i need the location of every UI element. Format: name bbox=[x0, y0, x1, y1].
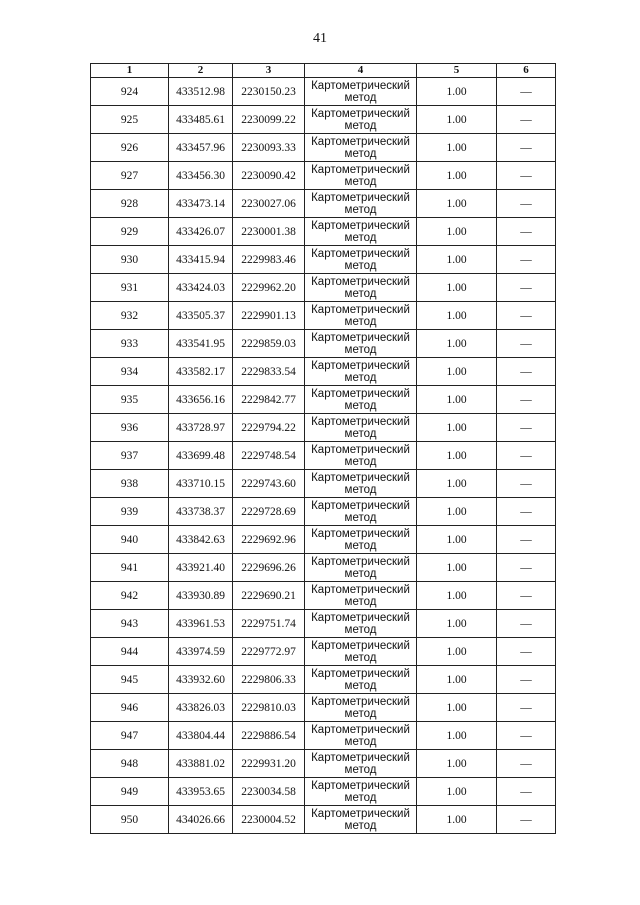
method-cell: Картометрический метод bbox=[305, 610, 417, 638]
point-number-cell: 941 bbox=[91, 554, 169, 582]
method-cell: Картометрический метод bbox=[305, 218, 417, 246]
point-number-cell: 934 bbox=[91, 358, 169, 386]
precision-cell: 1.00 bbox=[417, 778, 497, 806]
y-coordinate-cell: 2229728.69 bbox=[233, 498, 305, 526]
y-coordinate-cell: 2229751.74 bbox=[233, 610, 305, 638]
x-coordinate-cell: 433456.30 bbox=[169, 162, 233, 190]
y-coordinate-cell: 2229772.97 bbox=[233, 638, 305, 666]
method-cell: Картометрический метод bbox=[305, 554, 417, 582]
precision-cell: 1.00 bbox=[417, 134, 497, 162]
point-number-cell: 945 bbox=[91, 666, 169, 694]
table-row bbox=[91, 778, 556, 806]
point-number-cell: 935 bbox=[91, 386, 169, 414]
y-coordinate-cell: 2229833.54 bbox=[233, 358, 305, 386]
precision-cell: 1.00 bbox=[417, 330, 497, 358]
point-number-cell: 929 bbox=[91, 218, 169, 246]
note-cell: — bbox=[497, 582, 556, 610]
table-row bbox=[91, 470, 556, 498]
note-cell: — bbox=[497, 190, 556, 218]
point-number-cell: 925 bbox=[91, 106, 169, 134]
precision-cell: 1.00 bbox=[417, 526, 497, 554]
y-coordinate-cell: 2229842.77 bbox=[233, 386, 305, 414]
table-row bbox=[91, 190, 556, 218]
note-cell: — bbox=[497, 694, 556, 722]
method-cell: Картометрический метод bbox=[305, 638, 417, 666]
point-number-cell: 924 bbox=[91, 78, 169, 106]
note-cell: — bbox=[497, 470, 556, 498]
x-coordinate-cell: 433541.95 bbox=[169, 330, 233, 358]
note-cell: — bbox=[497, 806, 556, 834]
note-cell: — bbox=[497, 218, 556, 246]
method-cell: Картометрический метод bbox=[305, 470, 417, 498]
precision-cell: 1.00 bbox=[417, 638, 497, 666]
x-coordinate-cell: 433842.63 bbox=[169, 526, 233, 554]
note-cell: — bbox=[497, 750, 556, 778]
y-coordinate-cell: 2229692.96 bbox=[233, 526, 305, 554]
method-cell: Картометрический метод bbox=[305, 274, 417, 302]
y-coordinate-cell: 2230004.52 bbox=[233, 806, 305, 834]
x-coordinate-cell: 433804.44 bbox=[169, 722, 233, 750]
y-coordinate-cell: 2230090.42 bbox=[233, 162, 305, 190]
method-cell: Картометрический метод bbox=[305, 246, 417, 274]
note-cell: — bbox=[497, 638, 556, 666]
point-number-cell: 928 bbox=[91, 190, 169, 218]
table-row bbox=[91, 638, 556, 666]
precision-cell: 1.00 bbox=[417, 722, 497, 750]
note-cell: — bbox=[497, 610, 556, 638]
x-coordinate-cell: 433738.37 bbox=[169, 498, 233, 526]
table-row bbox=[91, 750, 556, 778]
method-cell: Картометрический метод bbox=[305, 162, 417, 190]
note-cell: — bbox=[497, 498, 556, 526]
point-number-cell: 950 bbox=[91, 806, 169, 834]
y-coordinate-cell: 2230001.38 bbox=[233, 218, 305, 246]
table-row bbox=[91, 806, 556, 834]
y-coordinate-cell: 2230027.06 bbox=[233, 190, 305, 218]
method-cell: Картометрический метод bbox=[305, 666, 417, 694]
column-header-2: 2 bbox=[169, 64, 233, 78]
x-coordinate-cell: 433728.97 bbox=[169, 414, 233, 442]
note-cell: — bbox=[497, 162, 556, 190]
precision-cell: 1.00 bbox=[417, 106, 497, 134]
point-number-cell: 936 bbox=[91, 414, 169, 442]
note-cell: — bbox=[497, 274, 556, 302]
column-header-1: 1 bbox=[91, 64, 169, 78]
y-coordinate-cell: 2229962.20 bbox=[233, 274, 305, 302]
x-coordinate-cell: 433582.17 bbox=[169, 358, 233, 386]
note-cell: — bbox=[497, 526, 556, 554]
y-coordinate-cell: 2230099.22 bbox=[233, 106, 305, 134]
table-row bbox=[91, 610, 556, 638]
x-coordinate-cell: 433473.14 bbox=[169, 190, 233, 218]
x-coordinate-cell: 433932.60 bbox=[169, 666, 233, 694]
table-row bbox=[91, 78, 556, 106]
point-number-cell: 939 bbox=[91, 498, 169, 526]
point-number-cell: 930 bbox=[91, 246, 169, 274]
precision-cell: 1.00 bbox=[417, 358, 497, 386]
x-coordinate-cell: 433426.07 bbox=[169, 218, 233, 246]
precision-cell: 1.00 bbox=[417, 610, 497, 638]
note-cell: — bbox=[497, 330, 556, 358]
table-row bbox=[91, 582, 556, 610]
point-number-cell: 948 bbox=[91, 750, 169, 778]
y-coordinate-cell: 2229748.54 bbox=[233, 442, 305, 470]
y-coordinate-cell: 2229696.26 bbox=[233, 554, 305, 582]
method-cell: Картометрический метод bbox=[305, 806, 417, 834]
note-cell: — bbox=[497, 554, 556, 582]
method-cell: Картометрический метод bbox=[305, 722, 417, 750]
table-row bbox=[91, 106, 556, 134]
method-cell: Картометрический метод bbox=[305, 750, 417, 778]
point-number-cell: 938 bbox=[91, 470, 169, 498]
x-coordinate-cell: 433961.53 bbox=[169, 610, 233, 638]
y-coordinate-cell: 2229859.03 bbox=[233, 330, 305, 358]
point-number-cell: 943 bbox=[91, 610, 169, 638]
method-cell: Картометрический метод bbox=[305, 582, 417, 610]
note-cell: — bbox=[497, 386, 556, 414]
precision-cell: 1.00 bbox=[417, 470, 497, 498]
method-cell: Картометрический метод bbox=[305, 358, 417, 386]
x-coordinate-cell: 433457.96 bbox=[169, 134, 233, 162]
table-row bbox=[91, 414, 556, 442]
table-row bbox=[91, 498, 556, 526]
note-cell: — bbox=[497, 414, 556, 442]
note-cell: — bbox=[497, 302, 556, 330]
precision-cell: 1.00 bbox=[417, 78, 497, 106]
note-cell: — bbox=[497, 442, 556, 470]
point-number-cell: 949 bbox=[91, 778, 169, 806]
y-coordinate-cell: 2229810.03 bbox=[233, 694, 305, 722]
method-cell: Картометрический метод bbox=[305, 442, 417, 470]
table-row bbox=[91, 386, 556, 414]
point-number-cell: 937 bbox=[91, 442, 169, 470]
point-number-cell: 933 bbox=[91, 330, 169, 358]
precision-cell: 1.00 bbox=[417, 218, 497, 246]
table-row bbox=[91, 330, 556, 358]
table-row bbox=[91, 134, 556, 162]
column-header-5: 5 bbox=[417, 64, 497, 78]
method-cell: Картометрический метод bbox=[305, 526, 417, 554]
table-row bbox=[91, 358, 556, 386]
table-row bbox=[91, 442, 556, 470]
precision-cell: 1.00 bbox=[417, 750, 497, 778]
table-row bbox=[91, 526, 556, 554]
column-header-4: 4 bbox=[305, 64, 417, 78]
y-coordinate-cell: 2229983.46 bbox=[233, 246, 305, 274]
method-cell: Картометрический метод bbox=[305, 386, 417, 414]
note-cell: — bbox=[497, 78, 556, 106]
note-cell: — bbox=[497, 358, 556, 386]
method-cell: Картометрический метод bbox=[305, 330, 417, 358]
column-header-3: 3 bbox=[233, 64, 305, 78]
method-cell: Картометрический метод bbox=[305, 78, 417, 106]
table-row bbox=[91, 666, 556, 694]
table-row bbox=[91, 246, 556, 274]
y-coordinate-cell: 2229886.54 bbox=[233, 722, 305, 750]
method-cell: Картометрический метод bbox=[305, 498, 417, 526]
table-row bbox=[91, 302, 556, 330]
point-number-cell: 926 bbox=[91, 134, 169, 162]
x-coordinate-cell: 433953.65 bbox=[169, 778, 233, 806]
table-row bbox=[91, 218, 556, 246]
precision-cell: 1.00 bbox=[417, 806, 497, 834]
x-coordinate-cell: 433974.59 bbox=[169, 638, 233, 666]
x-coordinate-cell: 433881.02 bbox=[169, 750, 233, 778]
y-coordinate-cell: 2229690.21 bbox=[233, 582, 305, 610]
method-cell: Картометрический метод bbox=[305, 694, 417, 722]
note-cell: — bbox=[497, 666, 556, 694]
x-coordinate-cell: 433699.48 bbox=[169, 442, 233, 470]
x-coordinate-cell: 433512.98 bbox=[169, 78, 233, 106]
method-cell: Картометрический метод bbox=[305, 414, 417, 442]
note-cell: — bbox=[497, 778, 556, 806]
method-cell: Картометрический метод bbox=[305, 190, 417, 218]
coordinates-table bbox=[90, 63, 556, 834]
table-row bbox=[91, 274, 556, 302]
x-coordinate-cell: 433710.15 bbox=[169, 470, 233, 498]
y-coordinate-cell: 2229806.33 bbox=[233, 666, 305, 694]
precision-cell: 1.00 bbox=[417, 442, 497, 470]
x-coordinate-cell: 433921.40 bbox=[169, 554, 233, 582]
y-coordinate-cell: 2230034.58 bbox=[233, 778, 305, 806]
y-coordinate-cell: 2230150.23 bbox=[233, 78, 305, 106]
table-row bbox=[91, 694, 556, 722]
point-number-cell: 942 bbox=[91, 582, 169, 610]
x-coordinate-cell: 433424.03 bbox=[169, 274, 233, 302]
y-coordinate-cell: 2229901.13 bbox=[233, 302, 305, 330]
y-coordinate-cell: 2230093.33 bbox=[233, 134, 305, 162]
method-cell: Картометрический метод bbox=[305, 302, 417, 330]
precision-cell: 1.00 bbox=[417, 414, 497, 442]
point-number-cell: 940 bbox=[91, 526, 169, 554]
precision-cell: 1.00 bbox=[417, 554, 497, 582]
method-cell: Картометрический метод bbox=[305, 778, 417, 806]
note-cell: — bbox=[497, 106, 556, 134]
precision-cell: 1.00 bbox=[417, 246, 497, 274]
method-cell: Картометрический метод bbox=[305, 106, 417, 134]
note-cell: — bbox=[497, 134, 556, 162]
point-number-cell: 927 bbox=[91, 162, 169, 190]
precision-cell: 1.00 bbox=[417, 302, 497, 330]
precision-cell: 1.00 bbox=[417, 582, 497, 610]
precision-cell: 1.00 bbox=[417, 386, 497, 414]
table-row bbox=[91, 162, 556, 190]
point-number-cell: 932 bbox=[91, 302, 169, 330]
precision-cell: 1.00 bbox=[417, 498, 497, 526]
x-coordinate-cell: 433656.16 bbox=[169, 386, 233, 414]
column-header-6: 6 bbox=[497, 64, 556, 78]
precision-cell: 1.00 bbox=[417, 666, 497, 694]
x-coordinate-cell: 434026.66 bbox=[169, 806, 233, 834]
precision-cell: 1.00 bbox=[417, 190, 497, 218]
precision-cell: 1.00 bbox=[417, 274, 497, 302]
point-number-cell: 944 bbox=[91, 638, 169, 666]
point-number-cell: 946 bbox=[91, 694, 169, 722]
note-cell: — bbox=[497, 722, 556, 750]
note-cell: — bbox=[497, 246, 556, 274]
table-row bbox=[91, 722, 556, 750]
y-coordinate-cell: 2229794.22 bbox=[233, 414, 305, 442]
point-number-cell: 931 bbox=[91, 274, 169, 302]
table-row bbox=[91, 554, 556, 582]
x-coordinate-cell: 433485.61 bbox=[169, 106, 233, 134]
page-number: 41 bbox=[313, 31, 327, 46]
precision-cell: 1.00 bbox=[417, 162, 497, 190]
x-coordinate-cell: 433505.37 bbox=[169, 302, 233, 330]
table-header-row bbox=[91, 64, 556, 78]
precision-cell: 1.00 bbox=[417, 694, 497, 722]
x-coordinate-cell: 433826.03 bbox=[169, 694, 233, 722]
y-coordinate-cell: 2229931.20 bbox=[233, 750, 305, 778]
method-cell: Картометрический метод bbox=[305, 134, 417, 162]
x-coordinate-cell: 433415.94 bbox=[169, 246, 233, 274]
x-coordinate-cell: 433930.89 bbox=[169, 582, 233, 610]
y-coordinate-cell: 2229743.60 bbox=[233, 470, 305, 498]
point-number-cell: 947 bbox=[91, 722, 169, 750]
